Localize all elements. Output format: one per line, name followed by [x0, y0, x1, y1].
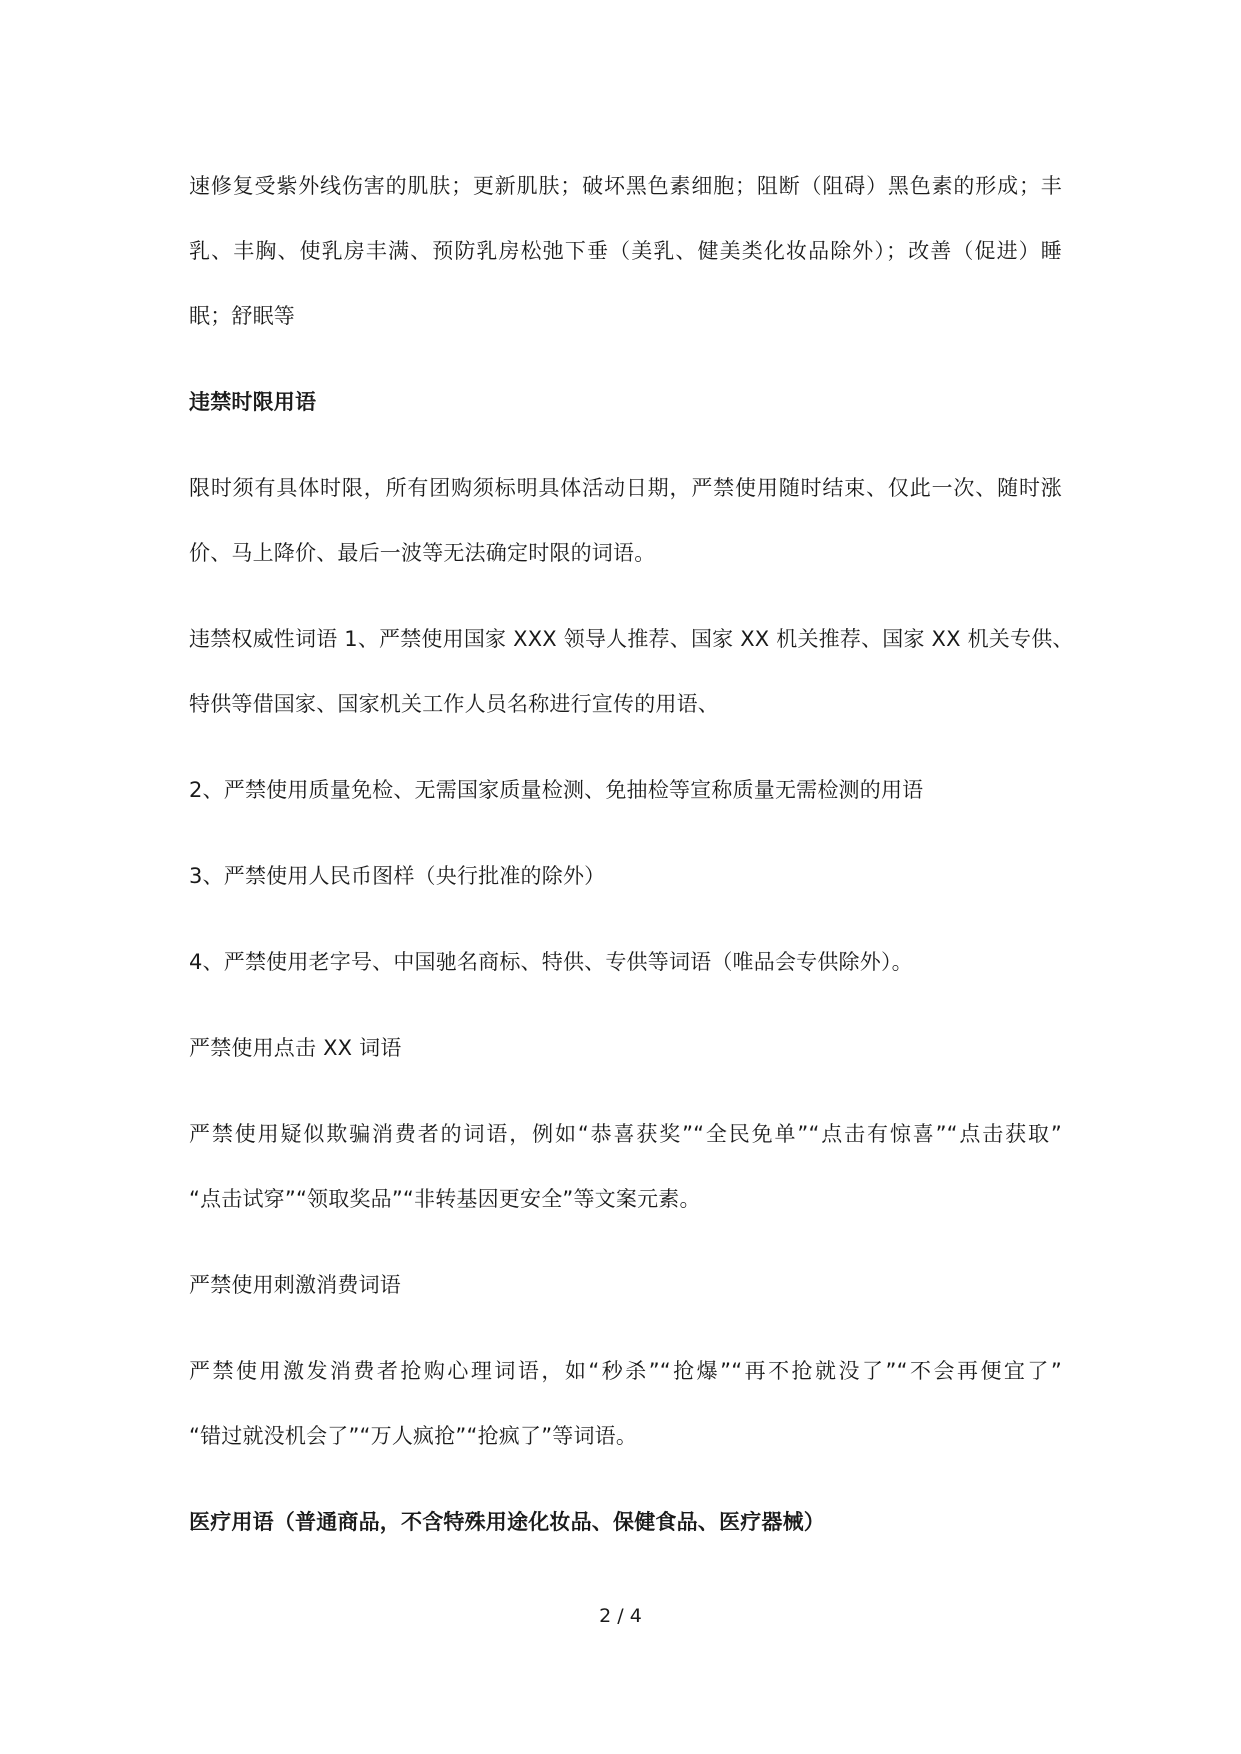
body-line-time-limit-1: 限时须有具体时限，所有团购须标明具体活动日期，严禁使用随时结束、仅此一次、随时涨 [189, 476, 1062, 500]
section-heading-time-limit: 违禁时限用语 [189, 390, 317, 414]
body-line-sleep: 眠；舒眠等 [189, 304, 295, 328]
section-heading-stimulate-consumption: 严禁使用刺激消费词语 [189, 1273, 401, 1297]
list-item-quality-inspection: 2、严禁使用质量免检、无需国家质量检测、免抽检等宣称质量无需检测的用语 [189, 778, 924, 802]
page-number: 2 / 4 [599, 1605, 642, 1627]
body-line-authority-1: 违禁权威性词语 1、严禁使用国家 XXX 领导人推荐、国家 XX 机关推荐、国家 XX 机关专供、 [189, 627, 1074, 651]
body-line-authority-2: 特供等借国家、国家机关工作人员名称进行宣传的用语、 [189, 692, 719, 716]
body-line-skin-repair: 速修复受紫外线伤害的肌肤；更新肌肤；破坏黑色素细胞；阻断（阻碍）黑色素的形成；丰 [189, 174, 1062, 198]
body-line-time-limit-2: 价、马上降价、最后一波等无法确定时限的词语。 [189, 541, 656, 565]
body-line-rush-buy-2: “错过就没机会了”“万人疯抢”“抢疯了”等词语。 [189, 1424, 638, 1448]
body-line-deception-1: 严禁使用疑似欺骗消费者的词语，例如“恭喜获奖”“全民免单”“点击有惊喜”“点击获取” [189, 1122, 1062, 1146]
section-heading-click-xx: 严禁使用点击 XX 词语 [189, 1036, 402, 1060]
body-line-rush-buy-1: 严禁使用激发消费者抢购心理词语，如“秒杀”“抢爆”“再不抢就没了”“不会再便宜了” [189, 1359, 1062, 1383]
body-line-deception-2: “点击试穿”“领取奖品”“非转基因更安全”等文案元素。 [189, 1187, 701, 1211]
section-heading-medical-terms: 医疗用语（普通商品，不含特殊用途化妆品、保健食品、医疗器械） [189, 1510, 825, 1534]
list-item-time-honored-brand: 4、严禁使用老字号、中国驰名商标、特供、专供等词语（唯品会专供除外）。 [189, 950, 913, 974]
body-line-breast-enhancement: 乳、丰胸、使乳房丰满、预防乳房松弛下垂（美乳、健美类化妆品除外）；改善（促进）睡 [189, 239, 1062, 263]
list-item-rmb-image: 3、严禁使用人民币图样（央行批准的除外） [189, 864, 606, 888]
